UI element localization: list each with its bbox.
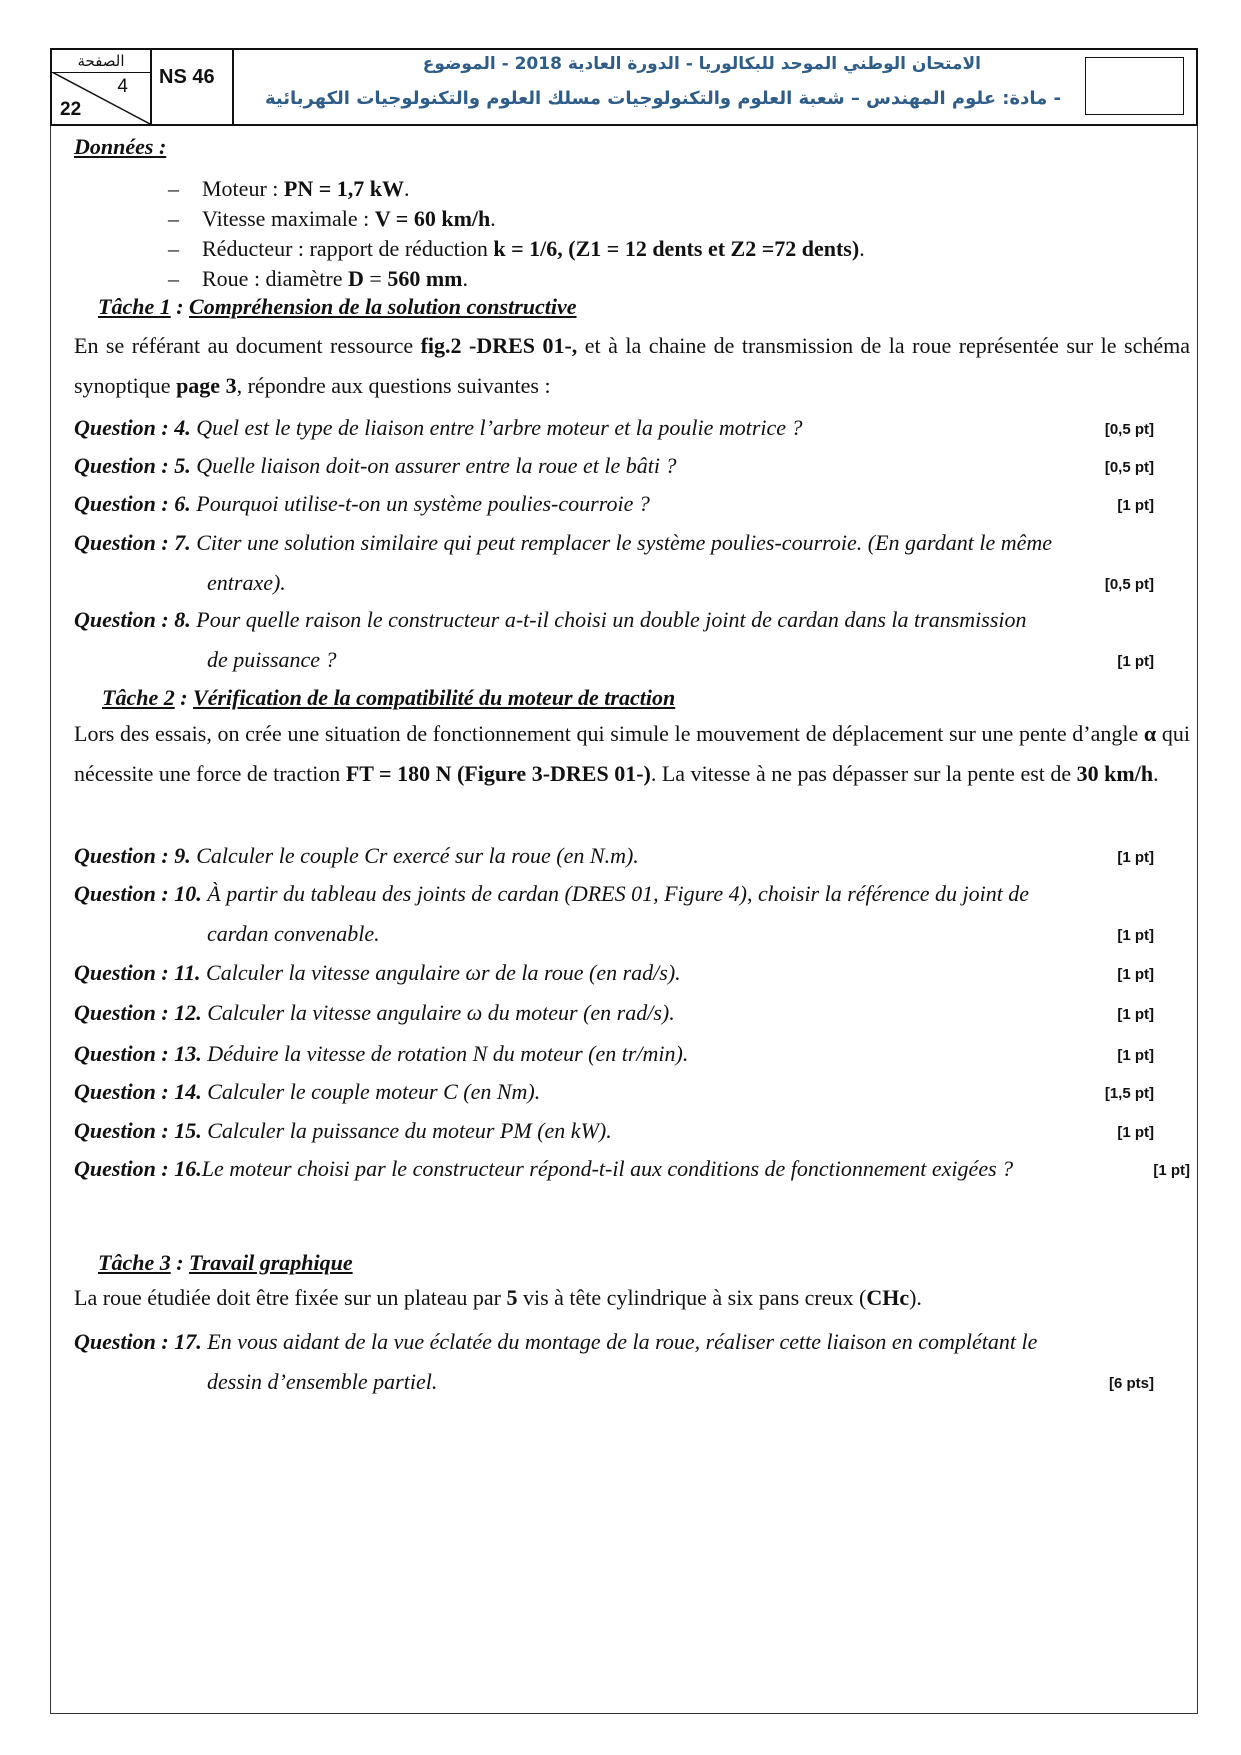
task2-intro: Lors des essais, on crée une situation de fonctionnement qui simule le mouvement de déplacement sur une pente d’angle α qui nécessite une force de traction FT = 180 N (Figure 3-DRES 01-). La vitesse à ne pas dépasser sur la pente est de 30 km/h. (74, 721, 1190, 786)
question-17: Question : 17. En vous aidant de la vue éclatée du montage de la roue, réaliser cette liaison en complétant le dessin d’ensemble partiel. [6 pts] (74, 1329, 1154, 1394)
empty-box (1085, 57, 1184, 115)
exam-header (50, 48, 1198, 126)
question-16: Question : 16.Le moteur choisi par le constructeur répond-t-il aux conditions de fonctionnement exigées ? [1 pt] (74, 1156, 1190, 1181)
donnee-item: – Vitesse maximale : V = 60 km/h. (168, 204, 865, 234)
exam-title-line1: الامتحان الوطني الموحد للبكالوريا - الدورة العادية 2018 - الموضوع (422, 54, 981, 74)
question-15: Question : 15. Calculer la puissance du moteur PM (en kW). [1 pt] (74, 1118, 1154, 1143)
task1-heading: Tâche 1 : Compréhension de la solution constructive (98, 294, 577, 319)
exam-code: NS 46 (152, 50, 234, 124)
question-7: Question : 7. Citer une solution similaire qui peut remplacer le système poulies-courroie. (En gardant le même entraxe). [0,5 pt] (74, 530, 1154, 595)
question-10: Question : 10. À partir du tableau des joints de cardan (DRES 01, Figure 4), choisir la référence du joint de cardan convenable. [1 pt] (74, 881, 1154, 946)
exam-title-line2: - مادة: علوم المهندس – شعبة العلوم والتكنولوجيات مسلك العلوم والتكنولوجيات الكهربائية (264, 88, 1061, 109)
donnee-item: – Roue : diamètre D = 560 mm. (168, 264, 865, 294)
question-5: Question : 5. Quelle liaison doit-on assurer entre la roue et le bâti ? [0,5 pt] (74, 453, 1154, 478)
question-13: Question : 13. Déduire la vitesse de rotation N du moteur (en tr/min). [1 pt] (74, 1041, 1154, 1066)
question-14: Question : 14. Calculer le couple moteur C (en Nm). [1,5 pt] (74, 1079, 1154, 1104)
task3-intro: La roue étudiée doit être fixée sur un plateau par 5 vis à tête cylindrique à six pans creux (CHc). (74, 1285, 922, 1310)
page-number-cell (52, 50, 152, 124)
exam-title-cell (234, 50, 1196, 124)
question-11: Question : 11. Calculer la vitesse angulaire ωr de la roue (en rad/s). [1 pt] (74, 960, 1154, 985)
question-12: Question : 12. Calculer la vitesse angulaire ω du moteur (en rad/s). [1 pt] (74, 1000, 1154, 1025)
question-8: Question : 8. Pour quelle raison le constructeur a-t-il choisi un double joint de cardan dans la transmission de puissance ? [1 pt] (74, 607, 1154, 672)
question-6: Question : 6. Pourquoi utilise-t-on un système poulies-courroie ? [1 pt] (74, 491, 1154, 516)
total-pages: 22 (60, 99, 82, 120)
task2-heading: Tâche 2 : Vérification de la compatibilité du moteur de traction (102, 685, 676, 710)
donnees-list (168, 174, 865, 294)
page-label: الصفحة (52, 50, 150, 73)
page-number: 4 (117, 76, 128, 97)
donnees-heading: Données : (74, 134, 167, 159)
donnee-item: – Réducteur : rapport de réduction k = 1/6, (Z1 = 12 dents et Z2 =72 dents). (168, 234, 865, 264)
question-9: Question : 9. Calculer le couple Cr exercé sur la roue (en N.m). [1 pt] (74, 843, 1154, 868)
task3-heading: Tâche 3 : Travail graphique (98, 1250, 353, 1275)
donnee-item: – Moteur : PN = 1,7 kW. (168, 174, 865, 204)
question-4: Question : 4. Quel est le type de liaison entre l’arbre moteur et la poulie motrice ? [0,5 pt] (74, 415, 1154, 440)
task1-intro: En se référant au document ressource fig.2 -DRES 01-, et à la chaine de transmission de la roue représentée sur le schéma synoptique page 3, répondre aux questions suivantes : (74, 333, 1190, 398)
